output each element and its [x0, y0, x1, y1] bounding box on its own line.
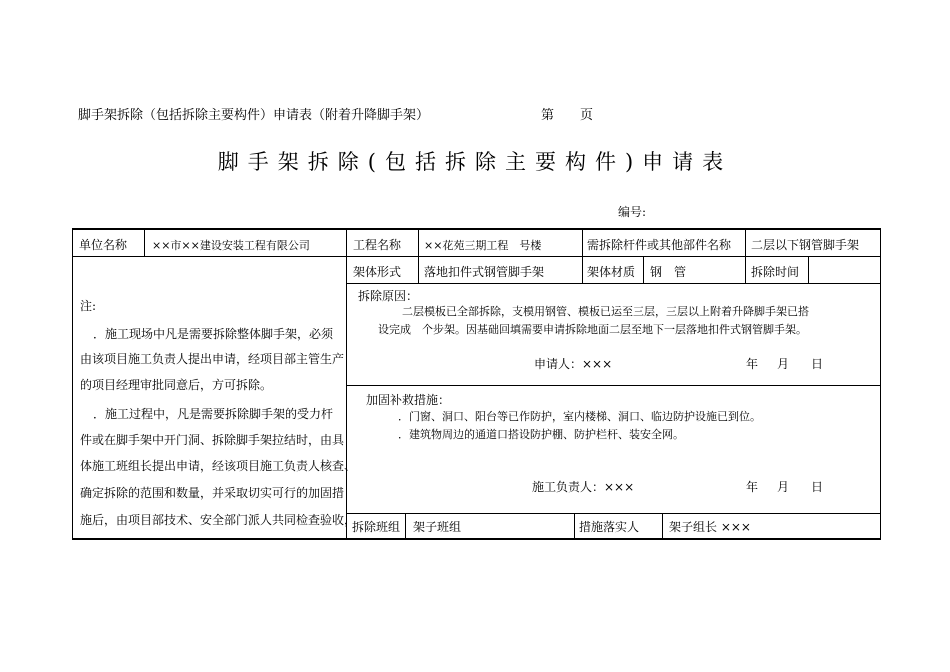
removal-reason-line1: 二层模板已全部拆除，支模用钢管、模板已运至三层，三层以上附着升降脚手架已搭 [402, 305, 809, 318]
responsible-year: 年 [746, 480, 759, 494]
notes-title: 注: [80, 299, 97, 313]
removal-reason-line2: 设完成 个步架。因基础回填需要申请拆除地面二层至地下一层落地扣件式钢管脚手架。 [378, 323, 807, 336]
removal-time-label: 拆除时间 [751, 265, 800, 279]
part-name-label: 需拆除杆件或其他部件名称 [587, 238, 732, 252]
notes-line: 的项目经理审批同意后，方可拆除。 [80, 378, 273, 392]
frame-material-label: 架体材质 [587, 265, 636, 279]
applicant-day: 日 [811, 357, 824, 371]
project-name-value: ××花苑三期工程 号楼 [424, 239, 542, 252]
applicant-signature: 申请人：××× [534, 357, 613, 371]
header-page-di: 第 [541, 108, 555, 123]
header-form-name: 脚手架拆除（包括拆除主要构件）申请表（附着升降脚手架） [78, 108, 430, 123]
removal-reason-label: 拆除原因： [358, 289, 419, 303]
project-name-label: 工程名称 [353, 238, 402, 252]
header-page-ye: 页 [580, 108, 594, 123]
measures-line2: ．建筑物周边的通道口搭设防护棚、防护栏杆、装安全网。 [398, 428, 684, 441]
responsible-signature: 施工负责人：××× [532, 480, 635, 494]
frame-form-label: 架体形式 [353, 265, 402, 279]
frame-form-value: 落地扣件式钢管脚手架 [424, 265, 545, 279]
removal-team-label: 拆除班组 [352, 520, 401, 534]
implementer-value: 架子组长 ××× [669, 520, 751, 534]
frame-material-value: 钢 管 [650, 265, 687, 279]
notes-line: ．施工现场中凡是需要拆除整体脚手架，必须 [93, 327, 334, 341]
notes-line: 施后，由项目部技术、安全部门派人共同检查验收， [80, 513, 357, 527]
notes-line: 件或在脚手架中开门洞、拆除脚手架拉结时，由具 [80, 433, 345, 447]
notes-line: 体施工班组长提出申请，经该项目施工负责人核查、 [80, 459, 357, 473]
responsible-month: 月 [777, 480, 790, 494]
page-title: 脚手架拆除(包括拆除主要构件)申请表 [217, 150, 733, 174]
unit-name-value: ××市××建设安装工程有限公司 [152, 239, 310, 252]
notes-line: 由该项目施工负责人提出申请，经项目部主管生产 [80, 352, 345, 366]
unit-name-label: 单位名称 [79, 238, 128, 252]
measures-line1: ．门窗、洞口、阳台等已作防护，室内楼梯、洞口、临边防护设施已到位。 [398, 410, 761, 423]
serial-number-label: 编号: [618, 205, 647, 219]
responsible-day: 日 [811, 480, 824, 494]
removal-team-value: 架子班组 [413, 520, 462, 534]
part-name-value: 二层以下钢管脚手架 [751, 238, 860, 252]
applicant-month: 月 [777, 357, 790, 371]
applicant-year: 年 [746, 357, 759, 371]
measures-label: 加固补救措施： [366, 393, 451, 407]
notes-line: 确定拆除的范围和数量，并采取切实可行的加固措 [80, 486, 345, 500]
implementer-label: 措施落实人 [579, 520, 640, 534]
notes-line: ．施工过程中，凡是需要拆除脚手架的受力杆 [93, 407, 334, 421]
